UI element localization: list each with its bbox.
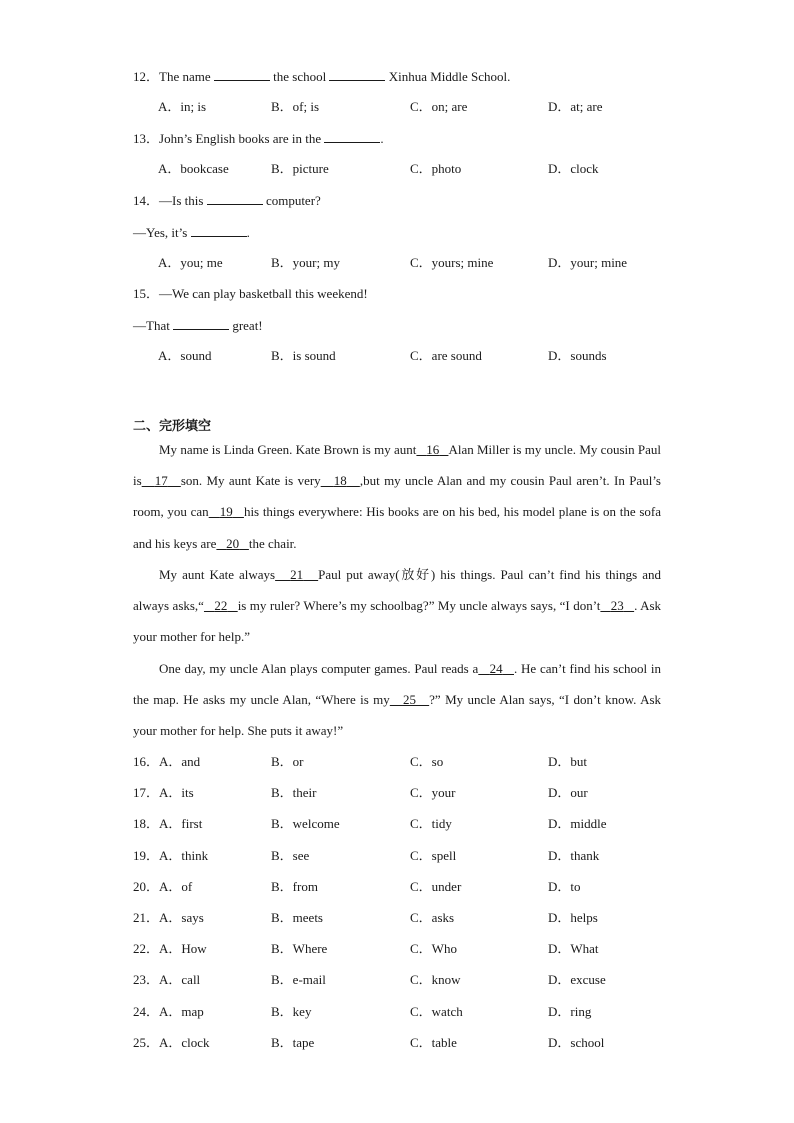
question-text: —We can play basketball this weekend! (159, 286, 368, 301)
option-c[interactable]: C．your (410, 785, 456, 800)
cloze-options-17 (133, 785, 693, 801)
option-a[interactable] (133, 972, 200, 988)
option-d[interactable]: D．our (548, 785, 588, 800)
option-a-label: A．map (159, 1004, 204, 1019)
question-text: —Yes, it’s (133, 225, 191, 240)
question-text: . (380, 131, 384, 146)
option-c[interactable]: C．asks (410, 910, 455, 925)
option-d[interactable]: D．but (548, 754, 588, 769)
option-b[interactable]: B．is sound (271, 348, 336, 363)
option-a-label: A．think (159, 848, 209, 863)
passage-text: the chair. (248, 535, 297, 551)
option-b[interactable]: B．Where (271, 941, 328, 956)
option-b[interactable]: B．picture (271, 161, 329, 176)
question-12 (133, 68, 510, 85)
question-text: Xinhua Middle School. (385, 69, 511, 84)
cloze-blank-24 (478, 661, 514, 676)
option-a-label: A．of (159, 879, 193, 894)
option-d[interactable]: D．helps (548, 910, 598, 925)
cloze-blank-19 (209, 504, 244, 519)
passage-text: . Ask your mother for help.” (133, 598, 662, 645)
question-15 (133, 286, 368, 302)
passage-text: ,but my uncle Alan and my cousin Paul aren’t. In Paul’s room, you can (133, 473, 661, 520)
question-number: 25． (133, 1035, 160, 1050)
passage-paragraph-1 (133, 434, 661, 559)
answer-blank (173, 317, 229, 330)
option-c[interactable]: C．on; are (410, 99, 468, 114)
option-b[interactable]: B．see (271, 848, 310, 863)
option-a[interactable] (133, 879, 192, 895)
question-text: the school (269, 69, 330, 84)
option-d[interactable]: D．What (548, 941, 599, 956)
option-a-label: A．says (159, 910, 204, 925)
option-d[interactable]: D．sounds (548, 348, 607, 363)
question-number: 16． (133, 754, 160, 769)
blank-number: 18 (333, 473, 347, 489)
cloze-blank-20 (216, 536, 249, 551)
passage-paragraph-3 (133, 653, 661, 747)
passage-text: . He can’t find his school in the map. He asks my uncle Alan, “Where is my (133, 661, 662, 708)
question-number: 13． (133, 131, 160, 146)
option-a-label: A．first (159, 816, 203, 831)
cloze-blank-16 (416, 442, 448, 457)
option-d[interactable]: D．ring (548, 1004, 592, 1019)
passage-text: One day, my uncle Alan plays computer games. Paul reads a (159, 661, 479, 676)
option-b[interactable]: B．tape (271, 1035, 315, 1050)
cloze-blank-23 (600, 598, 634, 613)
option-a[interactable]: A．bookcase (158, 161, 229, 176)
question-number: 20． (133, 879, 160, 894)
passage-text: Paul put away(放好) his things. Paul can’t find his things and always asks,“ (133, 567, 661, 614)
answer-blank (214, 68, 270, 81)
option-c[interactable]: C．under (410, 879, 462, 894)
passage-text: is my ruler? Where’s my schoolbag?” My uncle always says, “I don’t (237, 598, 601, 614)
question-text: The name (159, 69, 214, 84)
blank-number: 16 (426, 442, 440, 457)
option-a-label: A．its (159, 785, 194, 800)
question-number: 19． (133, 848, 160, 863)
question-15-reply (133, 317, 263, 334)
option-c[interactable]: C．tidy (410, 816, 452, 831)
question-12-options (133, 99, 693, 115)
blank-number: 22 (214, 598, 228, 614)
option-a[interactable] (133, 848, 208, 864)
passage-text: My aunt Kate always (159, 567, 276, 582)
blank-number: 20 (226, 535, 240, 551)
blank-number: 25 (402, 692, 416, 708)
cloze-blank-17 (142, 473, 181, 488)
option-c[interactable]: C．photo (410, 161, 462, 176)
question-number: 14． (133, 193, 160, 208)
option-d[interactable]: D．school (548, 1035, 605, 1050)
option-b[interactable]: B．or (271, 754, 304, 769)
passage-text: My name is Linda Green. Kate Brown is my aunt (159, 442, 417, 457)
option-a[interactable]: A．in; is (158, 99, 207, 114)
answer-blank (329, 68, 385, 81)
question-text: —Is this (159, 193, 207, 208)
option-c[interactable]: C．Who (410, 941, 457, 956)
question-14-reply (133, 224, 250, 241)
option-b[interactable]: B．key (271, 1004, 312, 1019)
question-13 (133, 130, 384, 147)
option-a[interactable] (133, 910, 204, 926)
option-d[interactable]: D．your; mine (548, 255, 628, 270)
cloze-blank-25 (390, 692, 429, 707)
option-a[interactable] (133, 1035, 210, 1051)
question-number: 12． (133, 69, 160, 84)
cloze-options-23 (133, 972, 693, 988)
section-title: 二、完形填空 (133, 419, 212, 434)
question-number: 15． (133, 286, 160, 301)
option-a[interactable] (133, 785, 194, 801)
cloze-options-25 (133, 1035, 693, 1051)
option-a-label: A．and (159, 754, 201, 769)
option-b[interactable]: B．meets (271, 910, 323, 925)
cloze-options-22 (133, 941, 693, 957)
question-14 (133, 192, 321, 209)
passage-paragraph-2 (133, 559, 661, 653)
blank-number: 19 (219, 504, 233, 520)
cloze-blank-21 (275, 567, 318, 582)
blank-number: 17 (154, 473, 168, 489)
question-number: 21． (133, 910, 160, 925)
option-a[interactable] (133, 754, 200, 770)
cloze-options-16 (133, 754, 693, 770)
question-15-options (133, 348, 693, 364)
option-c[interactable]: C．table (410, 1035, 457, 1050)
passage-text: his things everywhere: His books are on his bed, his model plane is on the sofa and his keys are (133, 504, 662, 551)
option-a[interactable]: A．sound (158, 348, 212, 363)
option-a[interactable] (133, 1004, 204, 1020)
question-number: 17． (133, 785, 160, 800)
passage-text: son. My aunt Kate is very (180, 473, 321, 489)
question-number: 24． (133, 1004, 160, 1019)
answer-blank (207, 192, 263, 205)
question-number: 22． (133, 941, 160, 956)
passage-text: Alan Miller is my uncle. My cousin Paul is (133, 442, 662, 489)
option-c[interactable]: C．spell (410, 848, 457, 863)
blank-number: 23 (610, 598, 624, 614)
answer-blank (324, 130, 380, 143)
option-a[interactable]: A．you; me (158, 255, 223, 270)
answer-blank (191, 224, 247, 237)
option-a[interactable] (133, 941, 207, 957)
option-b[interactable]: B．welcome (271, 816, 340, 831)
cloze-options-21 (133, 910, 693, 926)
option-a-label: A．call (159, 972, 201, 987)
cloze-blank-18 (321, 473, 360, 488)
option-a-label: A．clock (159, 1035, 210, 1050)
question-text: . (246, 225, 250, 240)
option-b[interactable]: B．of; is (271, 99, 320, 114)
blank-number: 21 (290, 567, 304, 582)
question-text: —That (133, 318, 174, 333)
cloze-options-24 (133, 1004, 693, 1020)
question-text: great! (229, 318, 263, 333)
cloze-options-18 (133, 816, 693, 832)
option-c[interactable]: C．watch (410, 1004, 463, 1019)
question-14-options (133, 255, 693, 271)
cloze-options-19 (133, 848, 693, 864)
question-text: computer? (262, 193, 321, 208)
blank-number: 24 (489, 661, 503, 676)
option-a-label: A．How (159, 941, 207, 956)
option-c[interactable]: C．so (410, 754, 444, 769)
option-d[interactable]: D．middle (548, 816, 607, 831)
option-d[interactable]: D．to (548, 879, 581, 894)
question-13-options (133, 161, 693, 177)
option-b[interactable]: B．your; my (271, 255, 340, 270)
option-d[interactable]: D．thank (548, 848, 600, 863)
passage-text: ?” My uncle Alan says, “I don’t know. Ask your mother for help. She puts it away!” (133, 692, 662, 739)
question-number: 18． (133, 816, 160, 831)
option-c[interactable]: C．know (410, 972, 461, 987)
cloze-blank-22 (204, 598, 238, 613)
cloze-options-20 (133, 879, 693, 895)
option-c[interactable]: C．are sound (410, 348, 482, 363)
option-d[interactable]: D．clock (548, 161, 599, 176)
option-b[interactable]: B．e-mail (271, 972, 326, 987)
option-d[interactable]: D．at; are (548, 99, 603, 114)
question-number: 23． (133, 972, 160, 987)
question-text: John’s English books are in the (159, 131, 325, 146)
option-b[interactable]: B．their (271, 785, 317, 800)
option-c[interactable]: C．yours; mine (410, 255, 494, 270)
option-b[interactable]: B．from (271, 879, 318, 894)
option-d[interactable]: D．excuse (548, 972, 606, 987)
option-a[interactable] (133, 816, 202, 832)
